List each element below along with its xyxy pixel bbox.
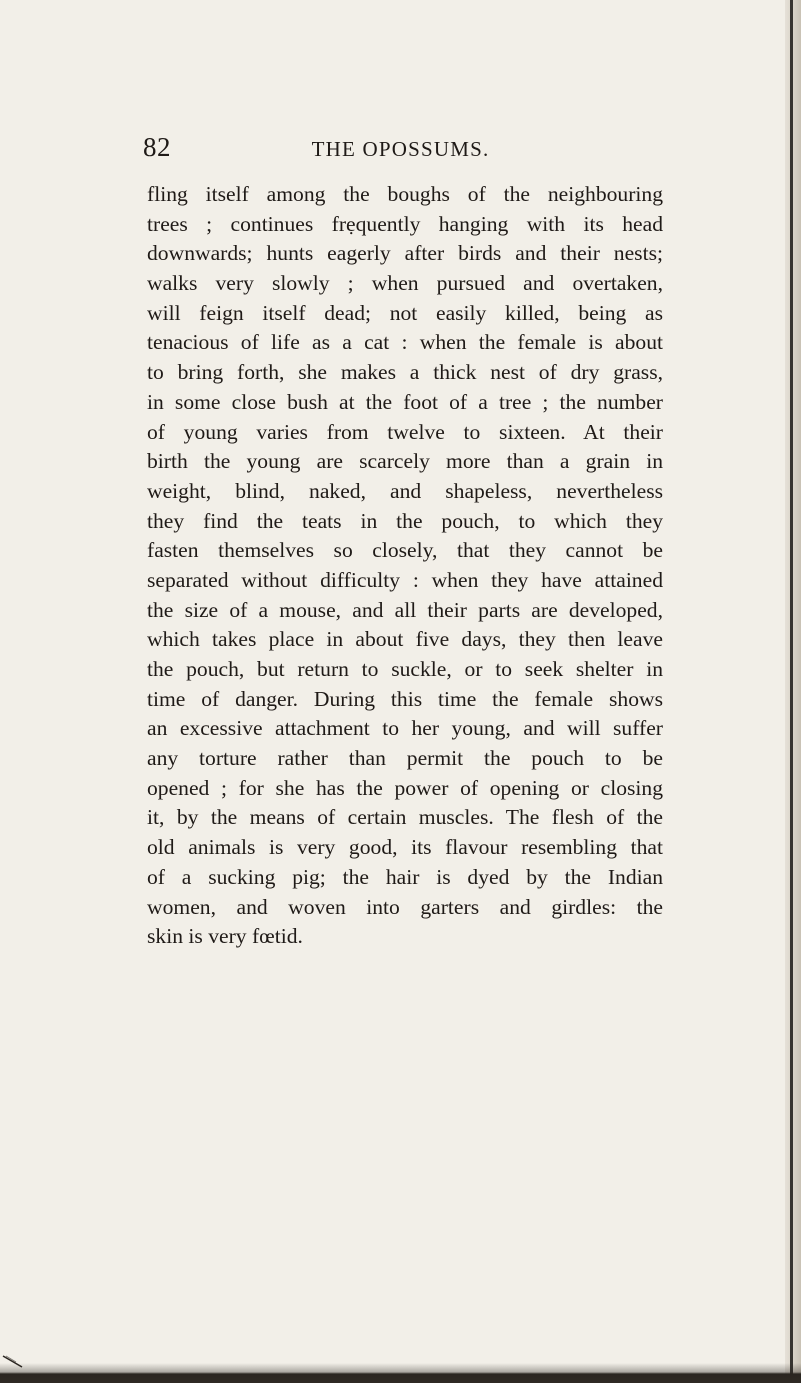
text-line: separated without difficulty : when they have attained [147, 567, 663, 592]
text-line: opened ; for she has the power of opening or closing [147, 775, 663, 800]
text-line: women, and woven into garters and girdles: the [147, 894, 663, 919]
binding-edge-line [790, 0, 793, 1383]
text-line: it, by the means of certain muscles. The flesh of the [147, 805, 663, 830]
text-line: weight, blind, naked, and shapeless, nevertheless [147, 478, 663, 503]
text-line: fling itself among the boughs of the neighbouring [147, 182, 663, 206]
text-line: the pouch, but return to suckle, or to seek shelter in [147, 657, 663, 681]
text-line: tenacious of life as a cat : when the female is about [147, 330, 663, 355]
text-line: old animals is very good, its flavour resembling that [147, 835, 663, 860]
text-line: will feign itself dead; not easily killed, being as [147, 300, 663, 325]
text-line: of young varies from twelve to sixteen. At their [147, 419, 663, 444]
page-edge-shadow [785, 0, 801, 1383]
text-line: downwards; hunts eagerly after birds and their nests; [147, 241, 663, 266]
text-line: any torture rather than permit the pouch to be [147, 746, 663, 771]
page-number: 82 [143, 132, 171, 162]
page-bottom-shadow [0, 1363, 801, 1383]
text-line: which takes place in about five days, they then leave [147, 627, 663, 652]
text-line: trees ; continues frẹquently hanging with its head [147, 211, 663, 236]
text-line: the size of a mouse, and all their parts are developed, [147, 597, 663, 622]
text-line: to bring forth, she makes a thick nest of dry grass, [147, 360, 663, 385]
page-header [0, 130, 801, 170]
text-line: of a sucking pig; the hair is dyed by the Indian [147, 864, 663, 889]
text-line: time of danger. During this time the female shows [147, 686, 663, 711]
text-line: fasten themselves so closely, that they cannot be [147, 538, 663, 563]
running-title: THE OPOSSUMS. [311, 137, 490, 161]
text-line: walks very slowly ; when pursued and overtaken, [147, 271, 663, 296]
text-line-last: skin is very fœtid. [147, 924, 303, 949]
text-line: in some close bush at the foot of a tree ; the number [147, 389, 663, 414]
text-line: they find the teats in the pouch, to which they [147, 508, 663, 533]
text-line: birth the young are scarcely more than a grain in [147, 449, 663, 474]
body-text [147, 180, 663, 952]
page-corner-mark [2, 1355, 24, 1369]
text-line: an excessive attachment to her young, and will suffer [147, 716, 663, 741]
